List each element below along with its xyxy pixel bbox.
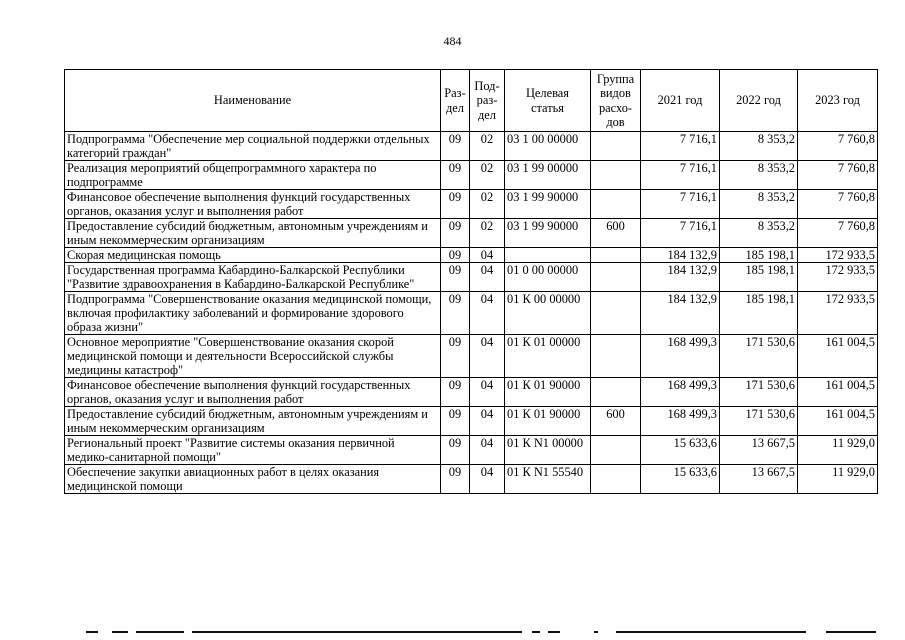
cell-group — [591, 161, 641, 190]
cell-name: Предоставление субсидий бюджетным, автономным учреждениям и иным некоммерческим организациям — [65, 219, 441, 248]
cell-name: Предоставление субсидий бюджетным, автономным учреждениям и иным некоммерческим организациям — [65, 407, 441, 436]
cell-group — [591, 248, 641, 263]
cell-section: 09 — [441, 161, 470, 190]
cell-group — [591, 292, 641, 335]
cell-section: 09 — [441, 378, 470, 407]
cell-2023: 172 933,5 — [798, 248, 878, 263]
cell-target: 01 К 00 00000 — [505, 292, 591, 335]
cell-subsection: 04 — [470, 292, 505, 335]
cell-2023: 7 760,8 — [798, 190, 878, 219]
cell-subsection: 02 — [470, 161, 505, 190]
cell-2022: 8 353,2 — [720, 219, 798, 248]
cell-subsection: 04 — [470, 248, 505, 263]
cell-2023: 11 929,0 — [798, 436, 878, 465]
cell-section: 09 — [441, 132, 470, 161]
cell-section: 09 — [441, 436, 470, 465]
cell-subsection: 04 — [470, 465, 505, 494]
cell-2023: 7 760,8 — [798, 132, 878, 161]
cell-section: 09 — [441, 219, 470, 248]
cell-name: Государственная программа Кабардино-Балкарской Республики "Развитие здравоохранения в Кабардино-Балкарской Республике" — [65, 263, 441, 292]
cell-2021: 15 633,6 — [641, 465, 720, 494]
cell-2022: 171 530,6 — [720, 335, 798, 378]
cell-2021: 15 633,6 — [641, 436, 720, 465]
cell-2021: 184 132,9 — [641, 263, 720, 292]
table-row — [65, 436, 878, 465]
table-row — [65, 263, 878, 292]
cell-subsection: 02 — [470, 132, 505, 161]
cell-name: Финансовое обеспечение выполнения функций государственных органов, оказания услуг и выполнения работ — [65, 190, 441, 219]
header-target: Целевая статья — [505, 70, 591, 132]
table-row — [65, 335, 878, 378]
cell-group — [591, 465, 641, 494]
cell-2023: 161 004,5 — [798, 407, 878, 436]
cell-group — [591, 190, 641, 219]
cell-group: 600 — [591, 407, 641, 436]
cell-2023: 172 933,5 — [798, 263, 878, 292]
page-number: 484 — [443, 34, 462, 48]
cell-2023: 161 004,5 — [798, 378, 878, 407]
cell-name: Подпрограмма "Совершенствование оказания медицинской помощи, включая профилактику заболеваний и формирование здорового образа жизни" — [65, 292, 441, 335]
header-group: Группа видов расхо- дов — [591, 70, 641, 132]
cell-group — [591, 436, 641, 465]
table-row — [65, 292, 878, 335]
cell-2023: 11 929,0 — [798, 465, 878, 494]
cell-subsection: 04 — [470, 378, 505, 407]
cell-group — [591, 263, 641, 292]
cell-group — [591, 132, 641, 161]
cell-2021: 7 716,1 — [641, 132, 720, 161]
cell-name: Подпрограмма "Обеспечение мер социальной поддержки отдельных категорий граждан" — [65, 132, 441, 161]
cell-section: 09 — [441, 292, 470, 335]
cell-section: 09 — [441, 407, 470, 436]
cell-group: 600 — [591, 219, 641, 248]
header-2021: 2021 год — [641, 70, 720, 132]
cell-2021: 168 499,3 — [641, 378, 720, 407]
cell-name: Реализация мероприятий общепрограммного характера по подпрограмме — [65, 161, 441, 190]
cell-target: 03 1 99 00000 — [505, 161, 591, 190]
cell-target: 01 К N1 55540 — [505, 465, 591, 494]
cell-subsection: 04 — [470, 335, 505, 378]
footer-rule-fragments — [86, 631, 876, 637]
cell-name: Основное мероприятие "Совершенствование оказания скорой медицинской помощи и деятельности Всероссийской службы медицины катастроф" — [65, 335, 441, 378]
cell-target: 01 К 01 00000 — [505, 335, 591, 378]
cell-target: 03 1 00 00000 — [505, 132, 591, 161]
cell-target: 01 0 00 00000 — [505, 263, 591, 292]
cell-2022: 185 198,1 — [720, 248, 798, 263]
cell-2023: 7 760,8 — [798, 161, 878, 190]
cell-2023: 172 933,5 — [798, 292, 878, 335]
cell-2021: 7 716,1 — [641, 219, 720, 248]
cell-subsection: 02 — [470, 219, 505, 248]
cell-2021: 7 716,1 — [641, 161, 720, 190]
cell-target: 03 1 99 90000 — [505, 219, 591, 248]
header-name: Наименование — [65, 70, 441, 132]
cell-2022: 185 198,1 — [720, 263, 798, 292]
cell-group — [591, 378, 641, 407]
cell-target: 03 1 99 90000 — [505, 190, 591, 219]
cell-2021: 168 499,3 — [641, 407, 720, 436]
table-header-row — [65, 70, 878, 132]
cell-2023: 161 004,5 — [798, 335, 878, 378]
cell-2022: 13 667,5 — [720, 465, 798, 494]
cell-subsection: 04 — [470, 436, 505, 465]
cell-target — [505, 248, 591, 263]
cell-section: 09 — [441, 335, 470, 378]
cell-target: 01 К N1 00000 — [505, 436, 591, 465]
cell-2021: 7 716,1 — [641, 190, 720, 219]
cell-2022: 171 530,6 — [720, 378, 798, 407]
cell-subsection: 04 — [470, 407, 505, 436]
cell-name: Региональный проект "Развитие системы оказания первичной медико-санитарной помощи" — [65, 436, 441, 465]
cell-2021: 184 132,9 — [641, 248, 720, 263]
table-row — [65, 132, 878, 161]
cell-2022: 171 530,6 — [720, 407, 798, 436]
cell-2021: 184 132,9 — [641, 292, 720, 335]
budget-table — [64, 69, 878, 494]
cell-2022: 8 353,2 — [720, 132, 798, 161]
cell-2022: 8 353,2 — [720, 161, 798, 190]
header-2023: 2023 год — [798, 70, 878, 132]
cell-target: 01 К 01 90000 — [505, 407, 591, 436]
header-section: Раз- дел — [441, 70, 470, 132]
cell-name: Обеспечение закупки авиационных работ в целях оказания медицинской помощи — [65, 465, 441, 494]
cell-subsection: 02 — [470, 190, 505, 219]
table-row — [65, 190, 878, 219]
header-subsection: Под- раз- дел — [470, 70, 505, 132]
table-row — [65, 248, 878, 263]
cell-section: 09 — [441, 263, 470, 292]
cell-2022: 185 198,1 — [720, 292, 798, 335]
cell-target: 01 К 01 90000 — [505, 378, 591, 407]
table-row — [65, 407, 878, 436]
table-row — [65, 161, 878, 190]
cell-2022: 13 667,5 — [720, 436, 798, 465]
table-row — [65, 219, 878, 248]
cell-name: Скорая медицинская помощь — [65, 248, 441, 263]
cell-2023: 7 760,8 — [798, 219, 878, 248]
cell-group — [591, 335, 641, 378]
cell-2022: 8 353,2 — [720, 190, 798, 219]
cell-2021: 168 499,3 — [641, 335, 720, 378]
table-row — [65, 465, 878, 494]
header-2022: 2022 год — [720, 70, 798, 132]
cell-section: 09 — [441, 465, 470, 494]
cell-section: 09 — [441, 248, 470, 263]
table-row — [65, 378, 878, 407]
table-body — [65, 132, 878, 494]
cell-name: Финансовое обеспечение выполнения функций государственных органов, оказания услуг и выполнения работ — [65, 378, 441, 407]
cell-subsection: 04 — [470, 263, 505, 292]
cell-section: 09 — [441, 190, 470, 219]
